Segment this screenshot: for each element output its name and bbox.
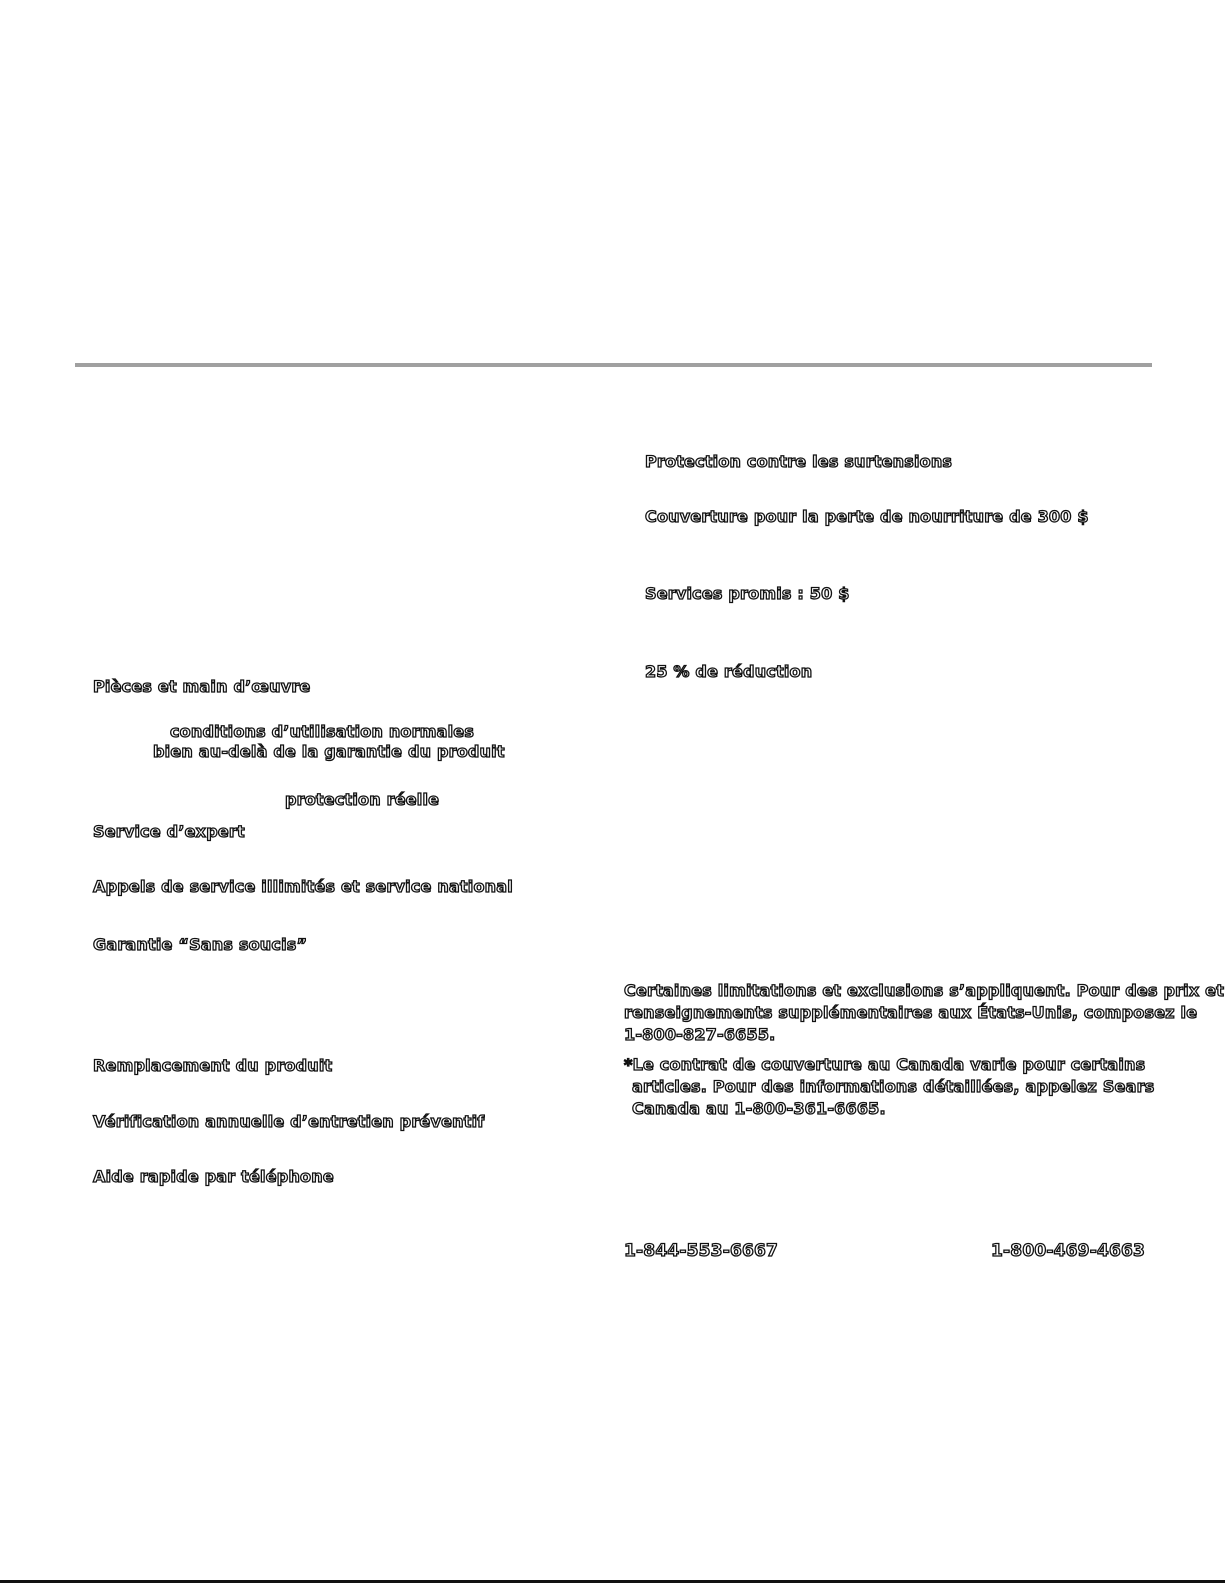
phone-us: 1-844-553-6667 xyxy=(624,1241,779,1261)
phone-canada: 1-800-469-4663 xyxy=(991,1241,1146,1261)
feature-unlimited-calls: Appels de service illimités et service national xyxy=(93,877,513,896)
feature-surge-protection: Protection contre les surtensions xyxy=(645,452,953,471)
canada-note-line-1: *Le contrat de couverture au Canada varie pour certains xyxy=(624,1055,1146,1074)
phrase-real-protection: protection réelle xyxy=(285,790,440,809)
phrase-beyond-warranty: bien au-delà de la garantie du produit xyxy=(153,742,505,761)
feature-annual-check: Vérification annuelle d’entretien préventif xyxy=(93,1112,485,1131)
feature-parts-labor: Pièces et main d’œuvre xyxy=(93,677,311,696)
disclaimer-line-2: renseignements supplémentaires aux États-Unis, composez le xyxy=(624,1003,1198,1022)
feature-discount: 25 % de réduction xyxy=(645,662,813,681)
phrase-normal-use: conditions d’utilisation normales xyxy=(170,722,475,741)
section-divider xyxy=(75,363,1152,367)
disclaimer-line-3: 1-800-827-6655. xyxy=(624,1025,776,1044)
feature-replacement: Remplacement du produit xyxy=(93,1056,333,1075)
feature-no-worry: Garantie “Sans soucis” xyxy=(93,935,308,954)
feature-expert-service: Service d’expert xyxy=(93,822,245,841)
canada-note-line-2: articles. Pour des informations détaillées, appelez Sears xyxy=(632,1077,1155,1096)
feature-phone-help: Aide rapide par téléphone xyxy=(93,1167,334,1186)
feature-services-promised: Services promis : 50 $ xyxy=(645,584,850,603)
feature-food-loss: Couverture pour la perte de nourriture de 300 $ xyxy=(645,507,1089,526)
disclaimer-line-1: Certaines limitations et exclusions s’appliquent. Pour des prix et xyxy=(624,981,1225,1000)
canada-note-line-3: Canada au 1-800-361-6665. xyxy=(632,1099,886,1118)
page-bottom-border xyxy=(0,1580,1225,1583)
